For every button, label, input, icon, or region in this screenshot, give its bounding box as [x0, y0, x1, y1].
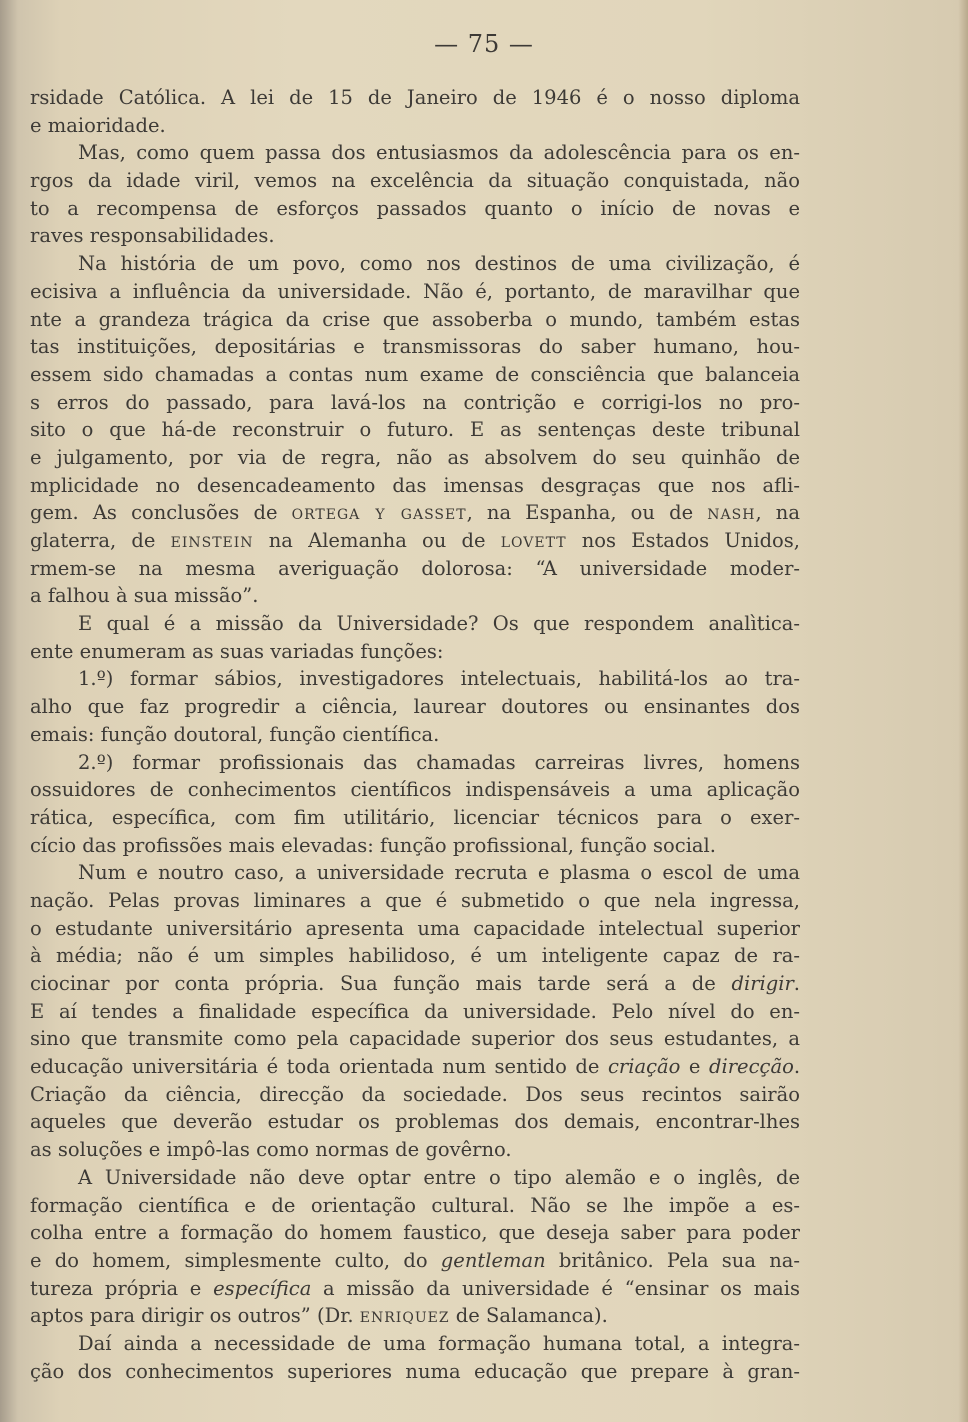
text-line: e maioridade. [30, 113, 166, 137]
text-line: Criação da ciência, direcção da sociedade. Dos seus recintos sairão [30, 1082, 800, 1106]
text-line: 2.º) formar profissionais das chamadas carreiras livres, homens [78, 750, 800, 774]
text-line: E aí tendes a finalidade específica da universidade. Pelo nível do en- [30, 999, 800, 1023]
text-line [30, 1275, 800, 1303]
emphasis: específica [213, 1276, 312, 1300]
author-name: nash [707, 501, 756, 525]
text-line: Num e noutro caso, a universidade recruta e plasma o escol de uma [78, 861, 800, 885]
text-line: colha entre a formação do homem faustico, que deseja saber para poder [30, 1221, 800, 1245]
text-line: to a recompensa de esforços passados quanto o início de novas e [30, 196, 800, 220]
text-line: e julgamento, por via de regra, não as absolvem do seu quinhão de [30, 445, 800, 469]
text-run: nos Estados Unidos, [566, 529, 800, 552]
text-line: Mas, como quem passa dos entusiasmos da adolescência para os en- [78, 141, 800, 165]
text-line: emais: função doutoral, função científica. [30, 722, 440, 746]
text-line: cício das profissões mais elevadas: função profissional, função social. [30, 833, 716, 857]
text-line [30, 1247, 800, 1275]
text-line: sito o que há-de reconstruir o futuro. E as sentenças deste tribunal [30, 418, 800, 442]
text-run: aptos para dirigir os outros” (Dr. [30, 1304, 360, 1328]
author-name: einstein [170, 529, 254, 552]
text-run: e [680, 1055, 710, 1079]
text-line: o estudante universitário apresenta uma capacidade intelectual superior [30, 916, 800, 940]
text-run: ciocinar por conta própria. Sua função mais tarde será a de [30, 972, 732, 995]
text-line: as soluções e impô-las como normas de govêrno. [30, 1138, 512, 1162]
text-line: Daí ainda a necessidade de uma formação humana total, a integra- [78, 1331, 800, 1355]
text-run: a missão da universidade é “ensinar os mais [311, 1276, 800, 1300]
author-name: enriquez [359, 1304, 450, 1328]
text-line: ossuidores de conhecimentos científicos indispensáveis a uma aplicação [30, 778, 800, 802]
text-line: raves responsabilidades. [30, 224, 275, 248]
text-line: rsidade Católica. A lei de 15 de Janeiro de 1946 é o nosso diploma [30, 86, 800, 109]
text-run: , na Espanha, ou de [466, 501, 708, 525]
author-name: ortega y gasset [291, 501, 467, 525]
text-run: educação universitária é toda orientada num sentido de [30, 1055, 608, 1079]
text-line: alho que faz progredir a ciência, laurear doutores ou ensinantes dos [30, 695, 800, 719]
text-line: s erros do passado, para lavá-los na contrição e corrigi-los no pro- [30, 390, 800, 414]
text-run: . [793, 972, 800, 995]
text-line: ção dos conhecimentos superiores numa educação que prepare à gran- [30, 1359, 800, 1383]
text-line: à média; não é um simples habilidoso, é um inteligente capaz de ra- [30, 944, 800, 968]
emphasis: gentleman [440, 1248, 546, 1272]
text-line: rática, específica, com fim utilitário, licenciar técnicos para o exer- [30, 805, 800, 829]
page-number: — 75 — [434, 30, 534, 58]
text-line: nte a grandeza trágica da crise que assoberba o mundo, também estas [30, 307, 800, 331]
text-line: 1.º) formar sábios, investigadores intelectuais, habilitá-los ao tra- [78, 667, 800, 691]
text-line [30, 1302, 800, 1330]
text-run: , na [755, 501, 800, 525]
text-line: rgos da idade viril, vemos na excelência da situação conquistada, não [30, 169, 800, 193]
text-run: tureza própria e [30, 1276, 214, 1300]
text-run: na Alemanha ou de [253, 529, 501, 552]
text-run: britânico. Pela sua na- [545, 1248, 800, 1272]
text-line [30, 1053, 800, 1081]
text-line: essem sido chamadas a contas num exame de consciência que balanceia [30, 362, 800, 386]
text-run: e do homem, simplesmente culto, do [30, 1248, 441, 1272]
text-line: aqueles que deverão estudar os problemas dos demais, encontrar-lhes [30, 1110, 800, 1134]
text-run: gem. As conclusões de [30, 501, 292, 525]
text-line: rmem-se na mesma averiguação dolorosa: “A universidade moder- [30, 556, 800, 580]
text-line: ente enumeram as suas variadas funções: [30, 639, 444, 663]
text-line: formação científica e de orientação cultural. Não se lhe impõe a es- [30, 1193, 800, 1217]
text-run: glaterra, de [30, 529, 171, 552]
emphasis: direcção [709, 1055, 794, 1079]
text-line: a falhou à sua missão”. [30, 584, 259, 608]
text-line: Na história de um povo, como nos destinos de uma civilização, é [78, 252, 800, 276]
text-line [30, 499, 800, 527]
emphasis: dirigir [731, 972, 794, 995]
text-line [30, 527, 800, 555]
text-run: de Salamanca). [449, 1304, 608, 1328]
text-line [30, 970, 800, 998]
text-line: sino que transmite como pela capacidade superior dos seus estudantes, a [30, 1027, 800, 1051]
text-line: ecisiva a influência da universidade. Não é, portanto, de maravilhar que [30, 279, 800, 303]
text-line: nação. Pelas provas liminares a que é submetido o que nela ingressa, [30, 888, 800, 912]
text-line: mplicidade no desencadeamento das imensas desgraças que nos afli- [30, 473, 800, 497]
body-text [30, 84, 800, 1385]
text-line: E qual é a missão da Universidade? Os que respondem analìtica- [78, 612, 800, 636]
text-line: tas instituições, depositárias e transmissoras do saber humano, hou- [30, 335, 800, 359]
author-name: lovett [500, 529, 567, 552]
page-edge-shadow [958, 0, 968, 1422]
emphasis: criação [608, 1055, 681, 1079]
text-line: A Universidade não deve optar entre o tipo alemão e o inglês, de [78, 1165, 800, 1189]
text-run: . [793, 1055, 800, 1079]
